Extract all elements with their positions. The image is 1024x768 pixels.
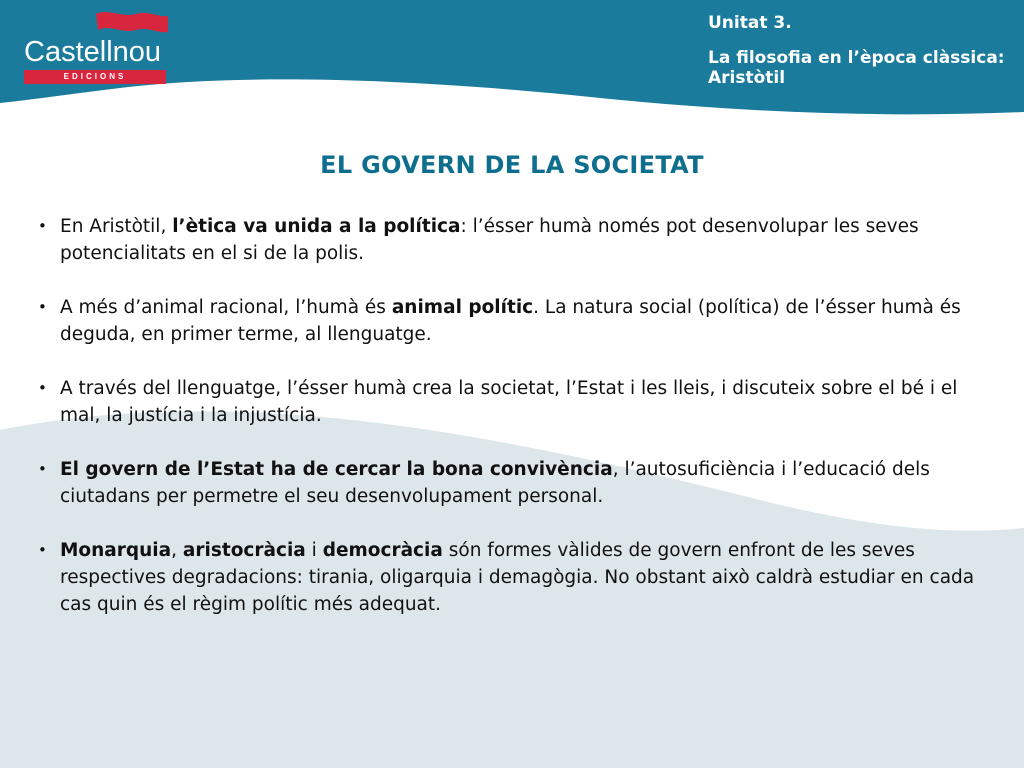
bullet-bold: democràcia xyxy=(322,540,443,561)
unit-header xyxy=(708,12,1008,88)
bullet-item xyxy=(38,456,988,510)
bullet-list xyxy=(38,213,988,645)
bullet-text: A través del llenguatge, l’ésser humà crea la societat, l’Estat i les lleis, i discuteix sobre el bé i el mal, la justícia i la injustícia. xyxy=(60,378,958,426)
logo-subtitle: EDICIONS xyxy=(24,70,166,84)
bullet-text: A més d’animal racional, l’humà és xyxy=(60,297,392,318)
unit-title: La filosofia en l’època clàssica: Aristòtil xyxy=(708,48,1005,88)
bullet-bold: El govern de l’Estat ha de cercar la bona convivència xyxy=(60,459,613,480)
bullet-text: , l’autosuficiència i l’educació dels ciutadans per permetre el seu desenvolupament personal. xyxy=(60,459,930,507)
bullet-bold: animal polític xyxy=(391,297,534,318)
bullet-item xyxy=(38,375,988,429)
bullet-dot-icon: • xyxy=(38,379,47,397)
bullet-bold: Monarquia xyxy=(60,540,172,561)
bullet-dot-icon: • xyxy=(38,217,47,235)
bullet-dot-icon: • xyxy=(38,541,47,559)
bullet-text: , xyxy=(171,540,183,561)
bullet-text: són formes vàlides de govern enfront de les seves respectives degradacions: tirania, oligarquia i demagògia. No obstant això caldrà estudiar en cada cas quin és el règim polític més adequat. xyxy=(60,540,975,615)
bullet-dot-icon: • xyxy=(38,298,47,316)
bullet-text: i xyxy=(305,540,323,561)
castellnou-logo xyxy=(22,10,168,81)
bullet-text: En Aristòtil, xyxy=(60,216,173,237)
bullet-text: . La natura social (política) de l’ésser humà és deguda, en primer terme, al llenguatge. xyxy=(60,297,961,345)
logo-name: Castellnou xyxy=(24,36,162,68)
bullet-bold: aristocràcia xyxy=(182,540,306,561)
unit-number: Unitat 3. xyxy=(708,13,792,33)
bullet-bold: l’ètica va unida a la política xyxy=(172,216,461,237)
slide-title: EL GOVERN DE LA SOCIETAT xyxy=(320,151,704,179)
bullet-text: : l’ésser humà només pot desenvolupar les seves potencialitats en el si de la polis. xyxy=(60,216,919,264)
bullet-item xyxy=(38,537,988,618)
bullet-item xyxy=(38,213,988,267)
bullet-dot-icon: • xyxy=(38,460,47,478)
bullet-item xyxy=(38,294,988,348)
